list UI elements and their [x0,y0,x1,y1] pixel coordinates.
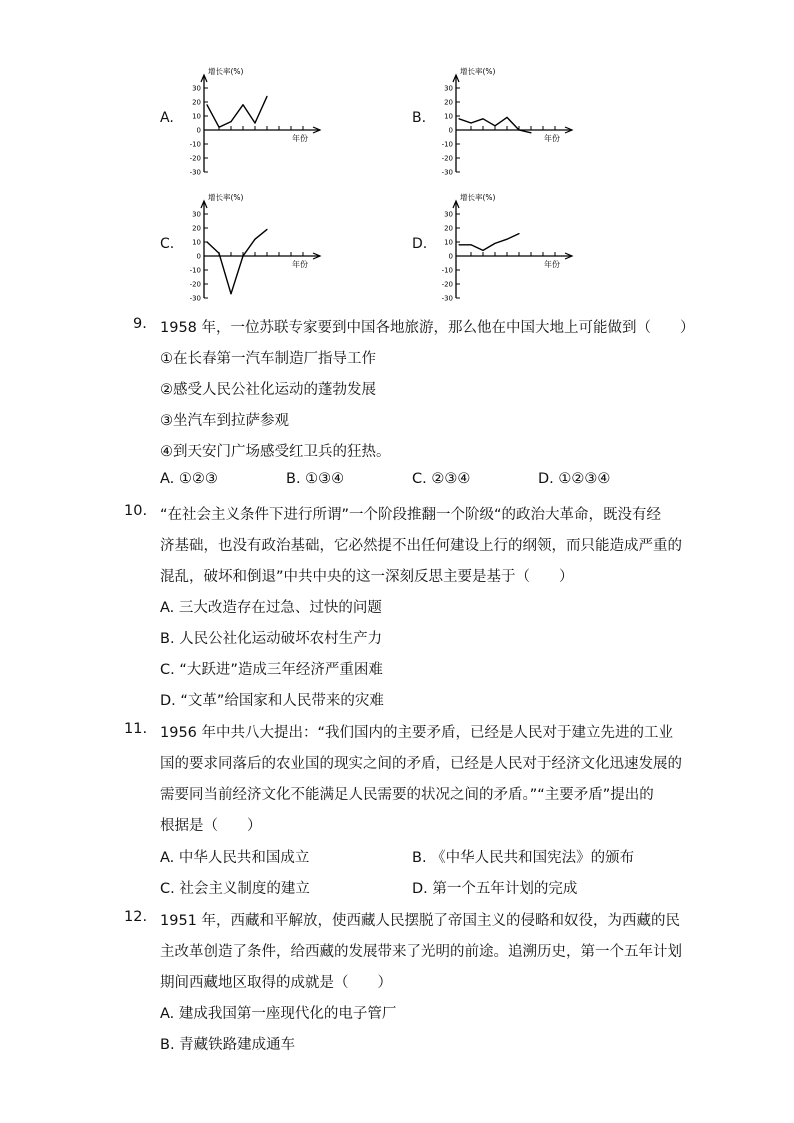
question-stem-line: 需要同当前经济文化不能满足人民需要的状况之间的矛盾。”“主要矛盾”提出的 [160,787,654,803]
question-stem: 1958 年，一位苏联专家要到中国各地旅游，那么他在中国大地上可能做到（ ） [160,320,695,336]
data-point [230,293,231,294]
data-point [230,121,231,122]
data-point [470,244,471,245]
choice-a[interactable]: A. 建成我国第一座现代化的电子管厂 [160,1006,397,1022]
x-axis-label: 年份 [292,260,308,269]
y-tick-label: 0 [448,252,453,261]
chart-option-d [412,192,592,317]
y-tick-label: 0 [196,252,201,261]
chart-option-label: C. [160,236,175,252]
choice-d[interactable]: D. 第一个五年计划的完成 [412,881,578,897]
chart-plot [442,66,572,177]
y-tick-label: 0 [448,126,453,135]
y-tick-label: 30 [444,210,453,219]
data-point [218,253,219,254]
y-tick-label: 30 [444,84,453,93]
y-tick-label: 20 [192,98,201,107]
choice-a[interactable]: A. 中华人民共和国成立 [160,850,310,866]
y-tick-label: 0 [196,126,201,135]
y-tick-label: 20 [444,224,453,233]
question-stem-line: 主改革创造了条件，给西藏的发展带来了光明的前途。追溯历史，第一个五年计划 [160,944,682,960]
chart-option-label: A. [160,110,174,126]
question-stem-line: 济基础，也没有政治基础，它必然提不出任何建设上行的纲领，而只能造成严重的 [160,538,682,554]
y-tick-label: -20 [189,154,201,163]
y-tick-label: -10 [189,266,201,275]
data-point [482,118,483,119]
choice-b[interactable]: B. 人民公社化运动破坏农村生产力 [160,631,383,647]
chart-option-label: B. [412,110,427,126]
question-stem-line: “在社会主义条件下进行所谓”一个阶段推翻一个阶级“的政治大革命，既没有经 [160,507,662,523]
growth-rate-chart [426,66,596,181]
choice-c[interactable]: C. 社会主义制度的建立 [160,881,310,897]
y-axis-label: 增长率(%) [208,193,244,202]
y-tick-label: -20 [441,280,453,289]
y-tick-label: -10 [189,140,201,149]
question-number: 12. [124,909,148,925]
y-tick-label: -20 [441,154,453,163]
y-tick-label: 30 [192,210,201,219]
y-axis-label: 增长率(%) [208,67,244,76]
statement-item: ④到天安门广场感受红卫兵的狂热。 [160,444,391,460]
chart-option-label: D. [412,236,428,252]
y-tick-label: 10 [444,112,453,121]
statement-item: ②感受人民公社化运动的蓬勃发展 [160,382,376,398]
question-stem-line: 期间西藏地区取得的成就是（ ） [160,975,392,991]
statement-item: ①在长春第一汽车制造厂指导工作 [160,351,376,367]
y-axis-label: 增长率(%) [460,193,496,202]
series-line [207,96,267,127]
question-number: 9. [133,316,147,332]
question-stem-line: 根据是（ ） [160,818,262,834]
data-point [482,250,483,251]
data-point [458,118,459,119]
data-point [254,239,255,240]
data-point [530,132,531,133]
statement-item: ③坐汽车到拉萨参观 [160,413,289,429]
data-point [470,122,471,123]
series-line [207,229,267,293]
data-point [506,239,507,240]
y-tick-label: 20 [192,224,201,233]
growth-rate-chart [174,192,344,307]
y-tick-label: -30 [441,168,453,177]
question-stem-line: 混乱，破坏和倒退”中共中央的这一深刻反思主要是基于（ ） [160,569,574,585]
choice-a[interactable]: A. ①②③ [160,471,218,487]
choice-c[interactable]: C. ②③④ [412,471,471,487]
y-tick-label: -30 [189,294,201,303]
x-axis-label: 年份 [292,134,308,143]
y-tick-label: -30 [441,294,453,303]
series-line [459,234,519,251]
y-axis-label: 增长率(%) [460,67,496,76]
chart-option-c [160,192,340,317]
choice-b[interactable]: B. ①③④ [286,471,345,487]
choice-b[interactable]: B. 青藏铁路建成通车 [160,1037,296,1053]
y-tick-label: 10 [192,238,201,247]
question-stem-line: 1956 年中共八大提出：“我们国内的主要矛盾，已经是人民对于建立先进的工业 [160,725,674,741]
chart-option-b [412,66,592,191]
data-point [518,233,519,234]
chart-plot [190,66,320,177]
y-tick-label: -30 [189,168,201,177]
chart-option-a [160,66,340,191]
data-point [206,104,207,105]
growth-rate-chart [426,192,596,307]
data-point [458,244,459,245]
data-point [506,117,507,118]
choice-c[interactable]: C. “大跃进”造成三年经济严重困难 [160,662,383,678]
chart-plot [442,192,572,303]
y-tick-label: 10 [444,238,453,247]
data-point [242,104,243,105]
choice-d[interactable]: D. ①②③④ [538,471,611,487]
data-point [266,96,267,97]
data-point [206,241,207,242]
x-axis-label: 年份 [544,134,560,143]
question-number: 10. [124,503,148,519]
choice-d[interactable]: D. “文革”给国家和人民带来的灾难 [160,693,384,709]
choice-b[interactable]: B. 《中华人民共和国宪法》的颁布 [412,850,635,866]
data-point [494,243,495,244]
x-axis-label: 年份 [544,260,560,269]
y-tick-label: 10 [192,112,201,121]
data-point [494,125,495,126]
chart-plot [190,192,320,303]
y-tick-label: -10 [441,266,453,275]
question-stem-line: 国的要求同落后的农业国的现实之间的矛盾，已经是人民对于经济文化迅速发展的 [160,756,682,772]
growth-rate-chart [174,66,344,181]
question-number: 11. [124,721,148,737]
y-tick-label: -10 [441,140,453,149]
data-point [242,255,243,256]
y-tick-label: 30 [192,84,201,93]
question-stem-line: 1951 年，西藏和平解放，使西藏人民摆脱了帝国主义的侵略和奴役，为西藏的民 [160,913,681,929]
data-point [518,129,519,130]
data-point [254,122,255,123]
y-tick-label: -20 [189,280,201,289]
y-tick-label: 20 [444,98,453,107]
choice-a[interactable]: A. 三大改造存在过急、过快的问题 [160,600,382,616]
data-point [266,229,267,230]
data-point [218,127,219,128]
